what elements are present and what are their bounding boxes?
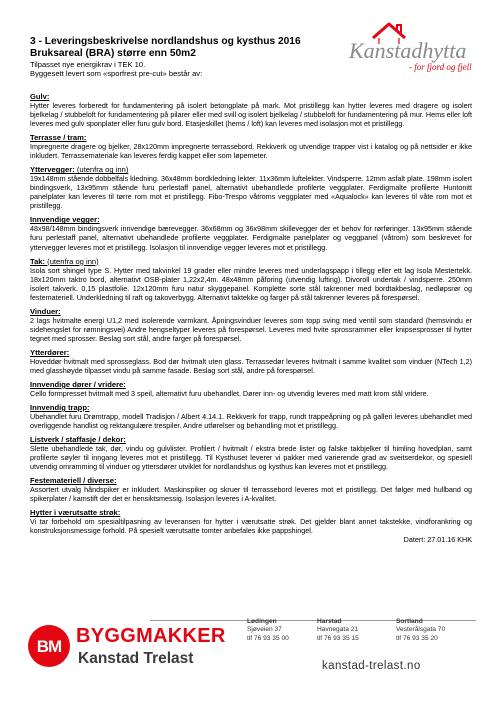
section-yttervegger — [30, 165, 472, 210]
section-innvendige-dorer — [30, 380, 472, 398]
section-text: Hoveddør hvitmalt med sprosseglass. Bod dør hvitmalt uten glass. Terrassedør leveres hvitmalt i samme kvalitet som vinduer (NTech 1,2) med glasshøyde tilpasset vindu på samme fasade. Beslag sort stål, andre på forespørsel. — [30, 356, 472, 375]
kanstadhytta-logo — [343, 18, 479, 74]
delivery-note: Byggesett levert som «sporfrest pre-cut» består av: — [30, 69, 203, 79]
document-title: 3 - Leveringsbeskrivelse nordlandshus og kysthus 2016 — [30, 36, 301, 47]
section-title-text: Innvendige vegger: — [30, 215, 100, 225]
store-name: Lødingen — [247, 618, 277, 625]
store-sortland — [396, 618, 445, 643]
company-subname: Kanstad Trelast — [78, 650, 194, 667]
section-title — [30, 380, 472, 389]
svg-text:- for fjord og fjell: - for fjord og fjell — [409, 62, 472, 72]
section-title-text: Vinduer: — [30, 306, 61, 316]
section-title — [30, 133, 472, 142]
section-text: Vi tar forbehold om spesialtilpasning av leveransen for hytter i værutsatte strøk. Det gjelder blant annet takstekke, vindforankring og konstruksjonsmessige forhold. På spesielt værutsatte tomter anbefales ikke pappshingel. — [30, 517, 472, 536]
date-stamp: Datert: 27.01.16 KHK — [403, 535, 472, 545]
section-ytterdorer — [30, 348, 472, 375]
section-title-text: Hytter i værutsatte strøk: — [30, 508, 121, 518]
section-title-text: Gulv: — [30, 92, 50, 101]
byggmakker-logo-icon — [28, 625, 70, 667]
section-vaerutsatte — [30, 508, 472, 545]
section-title — [30, 307, 472, 316]
section-text: Isola sort shingel type S. Hytter med takvinkel 19 grader eller mindre leveres med underlagspapp i tillegg eller ett lag Isola Mestertekk. 18x120mm taktro bord, alternativt OSB-plater 1,22x2,4m. 48x48mm påforing (utvendig lufting). Divoroll undertak / vindsperre. 250mm isolert takverk. 0,15 plastfolie. 12x120mm furu natur skyggepanel. Komplette sorte stål takrenner med bordtakbeslag, nedløpsrør og festemateriell. Underkledning til raft og takoverbygg. Alternativt taktekke og farger på stål takrenner leveres på forespørsel. — [30, 265, 472, 302]
section-title-text: Yttervegger: — [30, 165, 75, 175]
svg-text:Kanstadhytta: Kanstadhytta — [349, 38, 467, 63]
section-title — [30, 435, 472, 444]
section-tak — [30, 257, 472, 302]
store-phone: tlf 76 93 35 15 — [317, 634, 359, 642]
section-title — [30, 165, 472, 174]
section-title-text: Ytterdører: — [30, 347, 70, 357]
section-text: Ubehandlet furu Drømtrapp, modell Tradisjon / Albert 4.14.1. Rekkverk for trapp, rundt trappeåpning og på galleri leveres ubehandlet med overliggende handlist og rektangulære trespiler. Andre utførelser og behandling mot et pristillegg. — [30, 412, 472, 431]
section-title — [30, 476, 472, 485]
website-link[interactable]: kanstad-trelast.no — [322, 660, 421, 672]
section-title-suffix: (utenfra og inn) — [45, 256, 99, 266]
section-text: Assortert utvalg håndspiker er inkludert. Maskinspiker og skruer til terrassebord leveres mot et pristillegg. Det følger med hullband og spikerplater / kamstift der det er hensiktsmessig. Isolasjon leveres i A-kvalitet. — [30, 485, 472, 504]
delivery-description — [30, 92, 472, 545]
section-text: Hytter leveres forberedt for fundamentering på isolert betongplate på mark. Mot pristillegg kan hytter leveres med dragere og isolert bjelkelag / stubbeloft for fundamentering på pilarer eller med svill og isolert bjelkelag / stubbeloft for fundamentering på mur. Hems eller loft leveres med gulv sponplater eller furu gulv bord. Etasjeskillet (hems / loft) kan leveres med isolasjon mot et pristillegg. — [30, 101, 472, 129]
document-header — [30, 36, 350, 78]
section-title — [30, 257, 472, 266]
section-text: Cello formpresset hvitmalt med 3 speil, alternativt furu ubehandlet. Dører inn- og utvendig leveres med matt krom stål vridere. — [30, 388, 429, 398]
store-address: Vesterålsgata 70 — [396, 626, 446, 634]
store-lodingen — [247, 618, 289, 643]
company-name: BYGGMAKKER — [76, 625, 226, 647]
section-text: 2 lags hvitmalte energi U1,2 med isolerende varmkant. Åpningsvinduer leveres som topp sving med ventil som standard (hemsvindu er sidehengslet for rømningsvei) Andre hengseltyper leveres på forespørsel. Leveres med hvite sprossrammer eller knipsesprosser til hytter tegnet med sprosser. Beslag sort stål, andre farger på forespørsel. — [30, 315, 472, 343]
document-subtitle: Bruksareal (BRA) større enn 50m2 — [30, 48, 196, 59]
section-title-text: Festemateriell / diverse: — [30, 476, 117, 486]
store-name: Sortland — [396, 618, 423, 625]
section-title-suffix: (utenfra og inn) — [74, 165, 129, 175]
section-listverk — [30, 435, 472, 471]
section-title-text: Innvendig trapp: — [30, 403, 90, 413]
section-title-text: Terrasse / tram: — [30, 133, 87, 143]
section-vinduer — [30, 307, 472, 343]
store-address: Sjøveien 37 — [247, 626, 282, 634]
section-title-text: Tak: — [30, 256, 46, 266]
section-innvendig-trapp — [30, 403, 472, 430]
section-text: 19x148mm stående dobbelfals kledning. 36x48mm bordkledning lekter. 11x36mm luftelekter. Vindsperre. 12mm asfalt plate. 198mm isolert bindingsverk, 13x95mm stående furu perlestaff panel, alternativt ubehandlede profilerte veggplater. Ferdigmalte profilerte Huntonitt panelplater kan leveres til tørre rom mot et pristillegg. Fibo-Trespo våtroms veggplater med «Aqualock» kan leveres til våte rom mot et pristillegg. — [30, 174, 472, 211]
section-title — [30, 215, 472, 224]
energy-note: Tilpasset nye energikrav i TEK 10. — [30, 60, 146, 69]
section-festemateriell — [30, 476, 472, 503]
store-address: Havnegata 21 — [317, 626, 359, 634]
byggmakker-logo-text: BM — [36, 637, 62, 656]
section-terrasse — [30, 133, 472, 160]
section-text: Slette ubehandlede tak, dør, vindu og gulvlister. Profilert / hvitmalt / ekstra brede lister og falske takbjelker til himling hovedplan, samt profilerte søyler til inngang leveres mot et pristillegg. Til Kysthuset leverer vi pakker med varierende grad av sveitserdekor, og spesiell utvendig omramming til vinduer og yttersdører utviklet for nordlandshus og kysthus kan leveres mot et pristillegg. — [30, 444, 472, 472]
section-gulv — [30, 92, 472, 128]
section-title — [30, 403, 472, 412]
byggmakker-footer — [0, 612, 498, 705]
store-phone: tlf 76 93 35 00 — [247, 634, 289, 642]
store-harstad — [317, 618, 359, 643]
section-title — [30, 348, 472, 357]
section-title-text: Listverk / staffasje / dekor: — [30, 435, 126, 445]
section-title — [30, 92, 472, 101]
section-title-text: Innvendige dører / vridere: — [30, 379, 126, 389]
section-text: Impregnerte dragere og bjelker, 28x120mm impregnerte terrassebord. Rekkverk og utvendige trapper vist i katalog og på nettsider er ikke inkludert. Terrassemateriale kan leveres ferdig kappet eller som løpemeter. — [30, 142, 472, 161]
store-name: Harstad — [317, 618, 342, 625]
section-title — [30, 508, 472, 517]
store-phone: tlf 76 93 35 20 — [396, 634, 438, 642]
section-text: 48x98/148mm bindingsverk innvendige bærevegger. 36x68mm og 36x98mm skillevegger der et behov for rørføringer. 13x95mm stående furu perlestaff panel, alternativt ubehandlede profilerte veggplater. Ferdigmalte panelplater og veggpanel (våtrom) som beskrevet for yttervegger leveres mot et pristillegg. Isolasjon til innvendige vegger leveres mot et pristillegg. — [30, 224, 472, 252]
section-innvendige-vegger — [30, 215, 472, 251]
